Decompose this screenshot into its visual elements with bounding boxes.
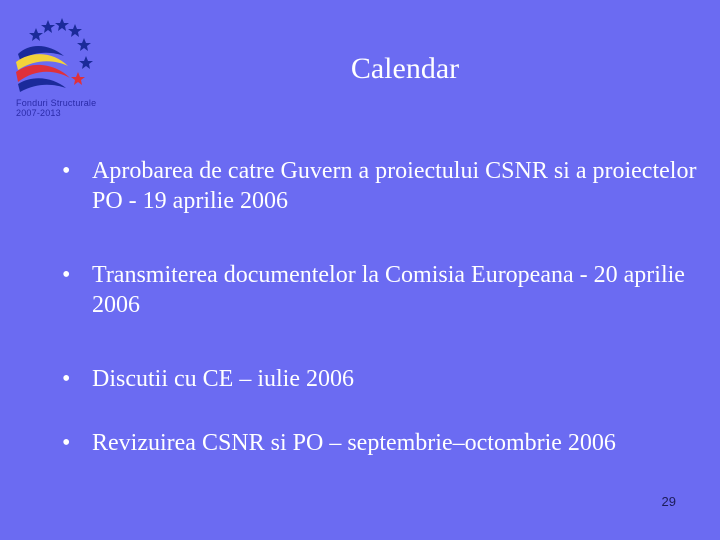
- bullet-item: [62, 428, 672, 458]
- logo-star: [41, 20, 55, 33]
- logo-star: [79, 56, 93, 69]
- logo-caption-line2: 2007-2013: [16, 108, 61, 118]
- bullet-dot: •: [62, 158, 71, 184]
- bullet-text: Aprobarea de catre Guvern a proiectului CSNR si a proiectelor PO - 19 aprilie 2006: [92, 158, 697, 214]
- bullet-item: [62, 156, 702, 216]
- bullet-item: [62, 260, 702, 320]
- bullet-dot: •: [62, 366, 71, 392]
- logo-star: [55, 18, 69, 31]
- logo-star: [29, 28, 43, 41]
- bullet-text: Discutii cu CE – iulie 2006: [92, 366, 354, 392]
- logo-caption: [16, 98, 96, 118]
- bullet-text: Transmiterea documentelor la Comisia Europeana - 20 aprilie 2006: [92, 262, 685, 318]
- logo-caption-line1: Fonduri Structurale: [16, 98, 97, 108]
- logo-star: [71, 72, 85, 85]
- bullet-text: Revizuirea CSNR si PO – septembrie–octombrie 2006: [92, 430, 616, 456]
- logo-star: [68, 24, 82, 37]
- page-number: 29: [661, 494, 676, 509]
- bullet-dot: •: [62, 262, 71, 288]
- logo-star: [77, 38, 91, 51]
- slide-title: Calendar: [350, 52, 460, 85]
- bullet-item: [62, 364, 354, 394]
- bullet-dot: •: [62, 430, 71, 456]
